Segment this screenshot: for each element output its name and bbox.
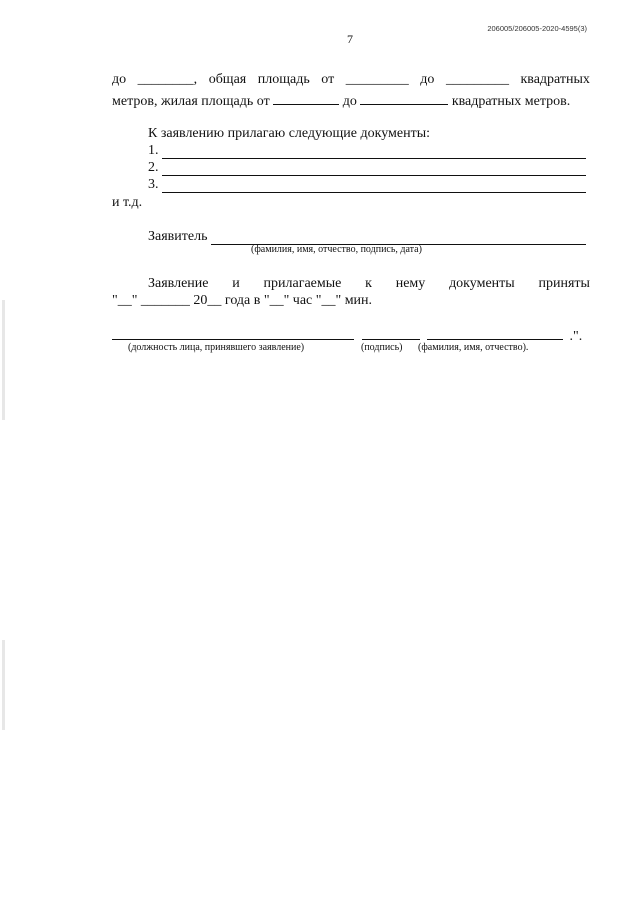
area-line-2 [112,91,570,110]
attachment-number: 2. [148,160,159,175]
applicant-caption: (фамилия, имя, отчество, подпись, дата) [251,244,422,255]
signature-blank [362,326,420,340]
living-area-to-blank [360,91,448,105]
area-line-1 [112,72,590,88]
acceptance-word: документы [449,276,515,291]
applicant-line [148,229,586,245]
acceptance-word: приняты [538,276,590,291]
attachment-blank [162,145,587,159]
attachments-etc: и т.д. [112,195,143,210]
area-word: _________ [445,72,509,87]
page-number: 7 [347,32,353,46]
living-area-label: метров, жилая площадь от [112,94,270,109]
area-word: площадь [257,72,310,87]
living-area-from-blank [273,91,339,105]
signature-ending: .". [569,329,583,344]
area-word: _________ [345,72,409,87]
applicant-label: Заявитель [148,229,208,244]
scan-edge-shadow [2,640,5,730]
acceptance-line [148,276,590,292]
attachment-blank [162,179,587,193]
attachments-intro: К заявлению прилагаю следующие документы: [148,126,431,141]
acceptance-word: прилагаемые [263,276,342,291]
position-blank [112,326,354,340]
attachment-item [148,177,586,193]
acceptance-word: и [232,276,240,291]
attachment-item [148,160,586,176]
applicant-blank [211,231,586,245]
signature-caption: (подпись) [361,342,403,353]
acceptance-word: нему [395,276,426,291]
living-area-unit: квадратных метров. [451,94,571,109]
acceptance-date-line: "__" _______ 20__ года в "__" час "__" мин. [112,293,373,308]
acceptance-word: к [365,276,372,291]
area-word: ________, [137,72,198,87]
full-name-caption: (фамилия, имя, отчество). [418,342,529,353]
attachment-number: 1. [148,143,159,158]
full-name-blank [427,326,563,340]
area-word: квадратных [520,72,590,87]
attachment-blank [162,162,587,176]
attachment-item [148,143,586,159]
area-word: общая [208,72,247,87]
attachment-number: 3. [148,177,159,192]
living-area-to-label: до [342,94,357,109]
area-word: от [321,72,335,87]
area-word: до [420,72,435,87]
scan-edge-shadow [2,300,5,420]
document-id: 206005/206005-2020-4595(3) [487,24,587,33]
position-caption: (должность лица, принявшего заявление) [128,342,305,353]
area-word: до [112,72,127,87]
acceptance-word: Заявление [148,276,209,291]
